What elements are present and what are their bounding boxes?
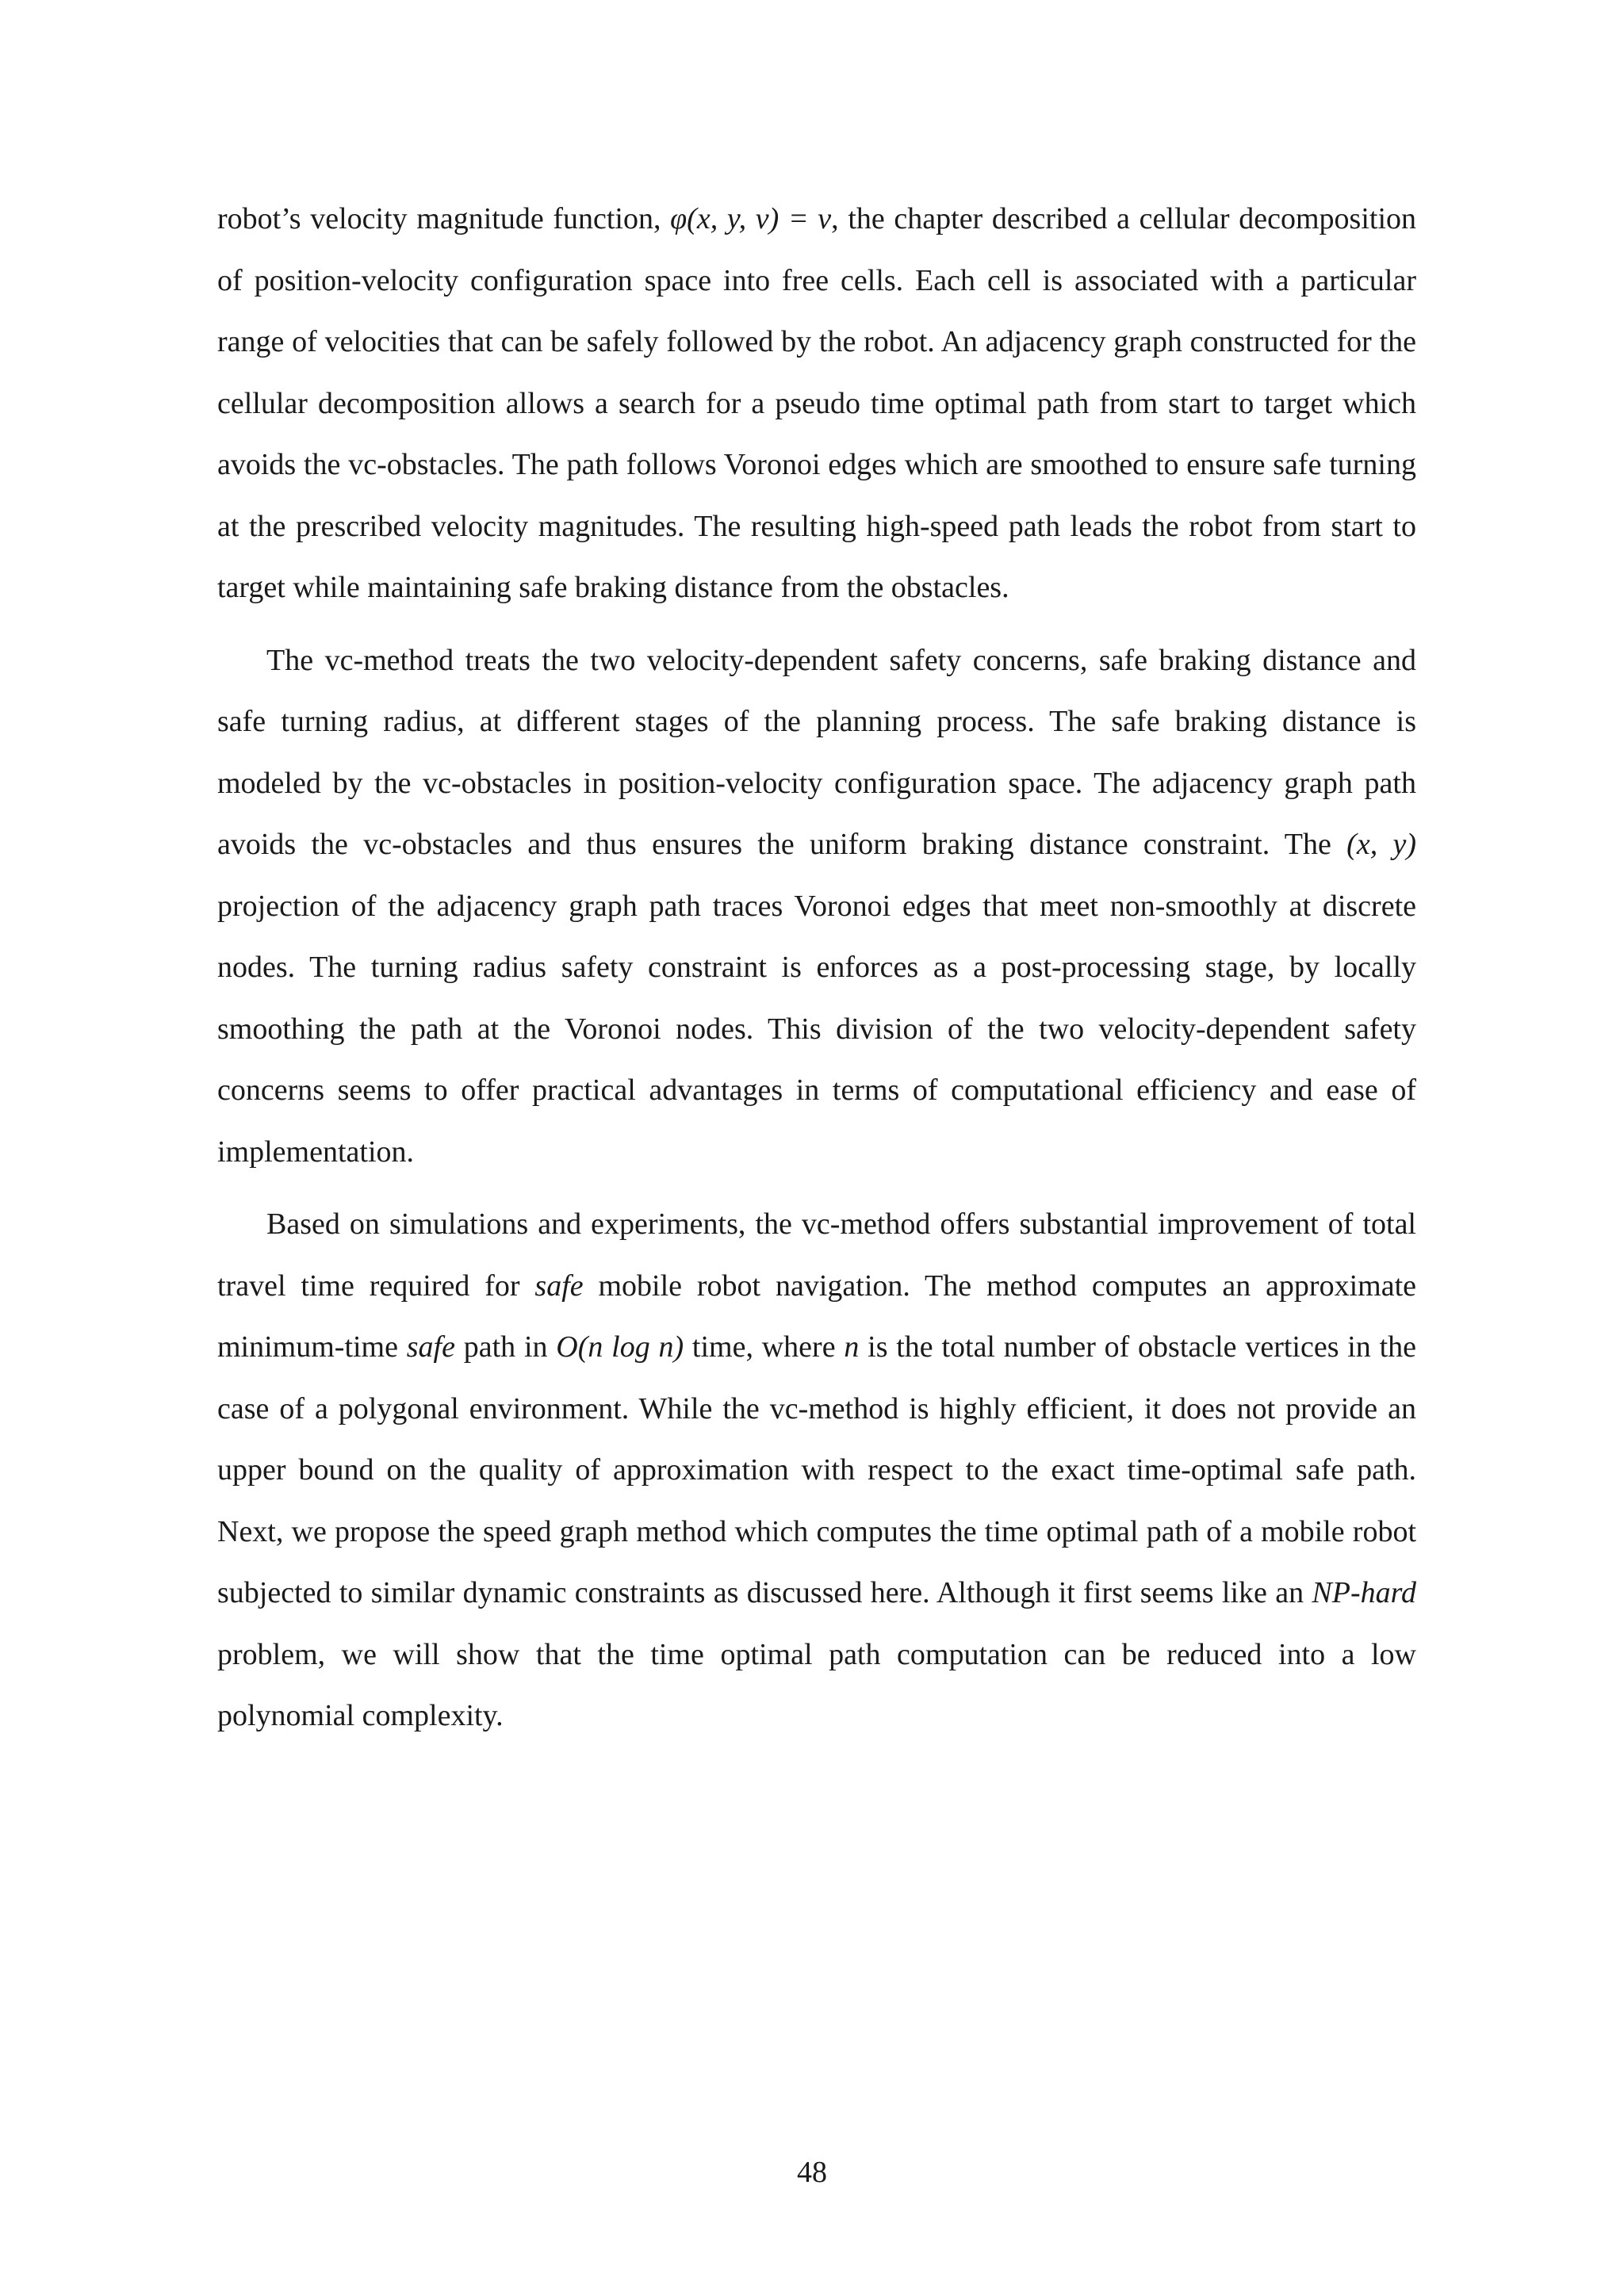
emphasized-text: n (844, 1330, 860, 1364)
emphasized-text: O(n log n) (556, 1330, 684, 1364)
paragraph-text: robot’s velocity magnitude function, (217, 202, 671, 235)
paragraph-text: , the chapter described a cellular decomposition of position-velocity configuration space into free cells. Each cell is associated with a particular range of velocities that can be safely followed by the robot. An adjacency graph constructed for the cellular decomposition allows a search for a pseudo time optimal path from start to target which avoids the vc-obstacles. The path follows Voronoi edges which are smoothed to ensure safe turning at the prescribed velocity magnitudes. The resulting high-speed path leads the robot from start to target while maintaining safe braking distance from the obstacles. (217, 202, 1416, 604)
paragraph (217, 630, 1416, 1184)
paragraph-text: projection of the adjacency graph path traces Voronoi edges that meet non-smoothly at discrete nodes. The turning radius safety constraint is enforces as a post-processing stage, by locally smoothing the path at the Voronoi nodes. This division of the two velocity-dependent safety concerns seems to offer practical advantages in terms of computational efficiency and ease of implementation. (217, 889, 1416, 1169)
page-number: 48 (797, 2156, 827, 2189)
paragraph-text: mobile robot navigation. The method computes an approximate minimum-time (217, 1269, 1416, 1364)
paragraph-text: time, where (684, 1330, 845, 1364)
emphasized-text: safe (406, 1330, 455, 1364)
paragraph-text: problem, we will show that the time optimal path computation can be reduced into a low polynomial complexity. (217, 1637, 1416, 1732)
paragraph (217, 189, 1416, 619)
body-text (217, 189, 1416, 1747)
emphasized-text: φ(x, y, ν) = ν (670, 202, 832, 235)
paragraph-text: Based on simulations and experiments, the vc-method offers substantial improvement of total travel time required for (217, 1207, 1416, 1303)
paragraph (217, 1194, 1416, 1747)
paragraph-text: The vc-method treats the two velocity-dependent safety concerns, safe braking distance and safe turning radius, at different stages of the planning process. The safe braking distance is modeled by the vc-obstacles in position-velocity configuration space. The adjacency graph path avoids the vc-obstacles and thus ensures the uniform braking distance constraint. The (217, 643, 1416, 861)
paragraph-text: path in (454, 1330, 557, 1364)
emphasized-text: NP-hard (1312, 1576, 1416, 1609)
paragraph-text: is the total number of obstacle vertices in the case of a polygonal environment. While the vc-method is highly efficient, it does not provide an upper bound on the quality of approximation with respect to the exact time-optimal safe path. Next, we propose the speed graph method which computes the time optimal path of a mobile robot subjected to similar dynamic constraints as discussed here. Although it first seems like an (217, 1330, 1417, 1609)
emphasized-text: safe (534, 1269, 584, 1303)
emphasized-text: (x, y) (1346, 828, 1416, 861)
